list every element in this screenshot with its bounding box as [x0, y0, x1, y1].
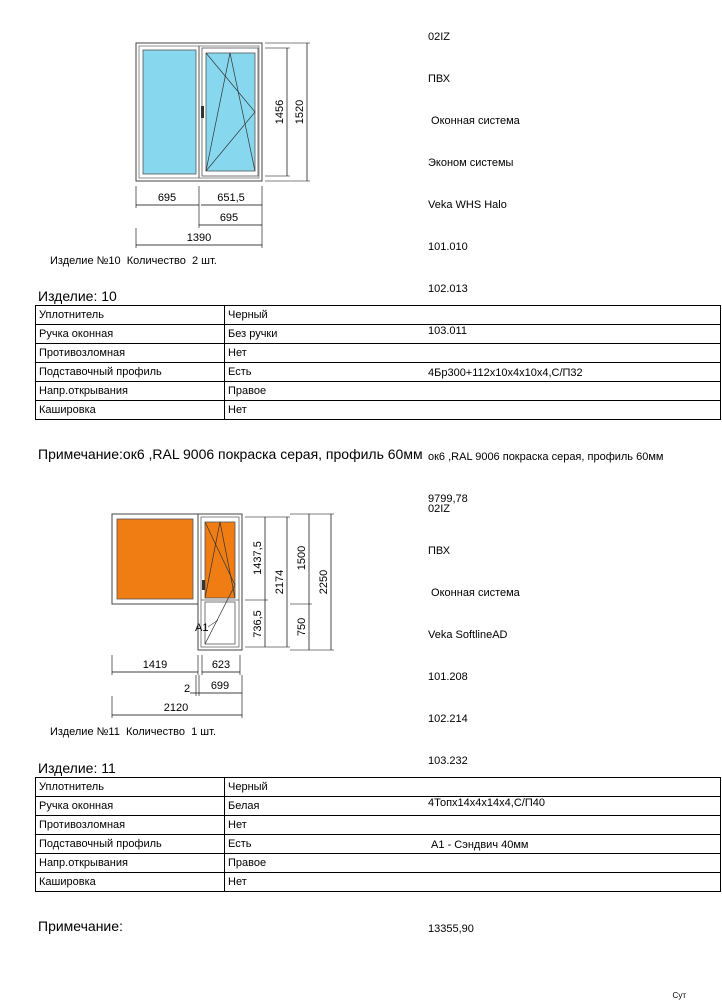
dim-inner-height	[265, 48, 290, 176]
dim-label: 695	[219, 212, 239, 224]
dim-label: 1419	[142, 659, 168, 671]
table-row	[36, 816, 721, 835]
dim-label: 623	[211, 659, 231, 671]
spec-line: Оконная система	[428, 115, 520, 127]
prop-key: Напр.открывания	[36, 854, 225, 873]
item10-drawing	[0, 0, 420, 255]
left-glass	[143, 50, 196, 174]
dim-label: 2	[183, 683, 191, 695]
prop-key: Ручка оконная	[36, 797, 225, 816]
spec-line: 4Бр300+112х10х4х10х4,С/П32	[428, 367, 583, 379]
dim-label: 1500	[296, 545, 308, 571]
window-glass	[117, 519, 193, 599]
dim-label: 699	[210, 680, 230, 692]
item10-spec	[428, 2, 663, 520]
dim-label: 2174	[274, 569, 286, 595]
spec-line: 103.232	[428, 755, 468, 767]
item11-title: Изделие: 11	[38, 760, 116, 776]
dim-total-width	[112, 696, 242, 718]
prop-key: Противозломная	[36, 816, 225, 835]
spec-line: 102.214	[428, 713, 468, 725]
spec-line: 9799,78	[428, 493, 468, 505]
dim-label: 1390	[186, 232, 212, 244]
dim-lower-height	[290, 604, 312, 650]
prop-value: Черный	[225, 306, 721, 325]
dim-label: 1456	[274, 99, 286, 125]
prop-value: Нет	[225, 344, 721, 363]
spec-line: ПВХ	[428, 545, 451, 557]
spec-line: 101.010	[428, 241, 468, 253]
right-glass	[206, 53, 255, 171]
table-row	[36, 854, 721, 873]
spec-line: 4Топх14х4х14х4,С/П40	[428, 797, 545, 809]
prop-value: Без ручки	[225, 325, 721, 344]
dim-label: 651,5	[217, 192, 245, 204]
spec-line: Эконом системы	[428, 157, 514, 169]
prop-value: Нет	[225, 873, 721, 892]
spec-line: 103.011	[428, 325, 467, 337]
dim-total-height	[312, 514, 334, 650]
dim-window-width	[112, 655, 198, 675]
dim-right-width	[201, 186, 262, 208]
prop-value: Есть	[225, 363, 721, 382]
prop-value: Белая	[225, 797, 721, 816]
prop-value: Есть	[225, 835, 721, 854]
prop-key: Напр.открывания	[36, 382, 225, 401]
prop-value: Правое	[225, 854, 721, 873]
item10-caption: Изделие №10 Количество 2 шт.	[50, 255, 217, 267]
spec-line: ПВХ	[428, 73, 451, 85]
table-row	[36, 325, 721, 344]
prop-key: Подставочный профиль	[36, 363, 225, 382]
dim-door-height	[268, 517, 290, 647]
handle-icon	[202, 580, 205, 590]
item10-properties-table	[35, 305, 721, 420]
dim-window-height	[290, 514, 312, 604]
item10-note: Примечание:ок6 ,RAL 9006 покраска серая, профиль 60мм	[38, 446, 423, 462]
prop-value: Нет	[225, 401, 721, 420]
spec-line: Veka WHS Halo	[428, 199, 507, 211]
table-row	[36, 401, 721, 420]
dim-door-width	[202, 655, 240, 675]
spec-line: 102.013	[428, 283, 468, 295]
prop-key: Подставочный профиль	[36, 835, 225, 854]
table-row	[36, 873, 721, 892]
spec-line: 13355,90	[428, 923, 474, 935]
table-row	[36, 835, 721, 854]
panel-label: А1	[195, 622, 209, 634]
dim-left-width	[136, 186, 199, 208]
prop-key: Кашировка	[36, 873, 225, 892]
prop-value: Нет	[225, 816, 721, 835]
spec-line: 02IZ	[428, 503, 451, 515]
item11-note: Примечание:	[38, 918, 123, 934]
dim-gap	[184, 675, 199, 696]
spec-line: А1 - Сэндвич 40мм	[428, 839, 529, 851]
spec-line: ок6 ,RAL 9006 покраска серая, профиль 60мм	[428, 451, 664, 463]
dim-total-height	[265, 43, 310, 181]
table-row	[36, 778, 721, 797]
prop-key: Ручка оконная	[36, 325, 225, 344]
table-row	[36, 344, 721, 363]
dim-label: 750	[296, 617, 308, 637]
spec-line: 101.208	[428, 671, 468, 683]
item11-properties-table	[35, 777, 721, 892]
table-row	[36, 363, 721, 382]
spec-line: Оконная система	[428, 587, 520, 599]
dim-label: 736,5	[252, 610, 264, 638]
table-row	[36, 797, 721, 816]
handle-icon	[201, 106, 204, 118]
dim-sash-width	[199, 208, 262, 228]
spec-line: Veka SoftlineAD	[428, 629, 508, 641]
door-glass	[205, 522, 235, 598]
spec-line: 02IZ	[428, 31, 451, 43]
dim-label: 695	[157, 192, 177, 204]
prop-key: Уплотнитель	[36, 778, 225, 797]
dim-label: 2120	[163, 702, 189, 714]
item10-title: Изделие: 10	[38, 288, 117, 304]
dim-door-upper	[245, 517, 268, 600]
prop-key: Противозломная	[36, 344, 225, 363]
dim-label: 1520	[294, 99, 306, 125]
table-row	[36, 382, 721, 401]
dim-label: 2250	[318, 569, 330, 595]
item11-caption: Изделие №11 Количество 1 шт.	[50, 726, 217, 738]
prop-value: Правое	[225, 382, 721, 401]
dim-total-width	[136, 228, 262, 248]
dim-door-lower	[245, 600, 268, 647]
dim-door-total-width	[199, 675, 242, 696]
table-row	[36, 306, 721, 325]
item11-drawing	[0, 500, 420, 725]
door-panel	[205, 602, 235, 644]
prop-key: Кашировка	[36, 401, 225, 420]
prop-key: Уплотнитель	[36, 306, 225, 325]
dim-label: 1437,5	[252, 541, 264, 575]
prop-value: Черный	[225, 778, 721, 797]
page-footer: Сут	[672, 991, 686, 1000]
